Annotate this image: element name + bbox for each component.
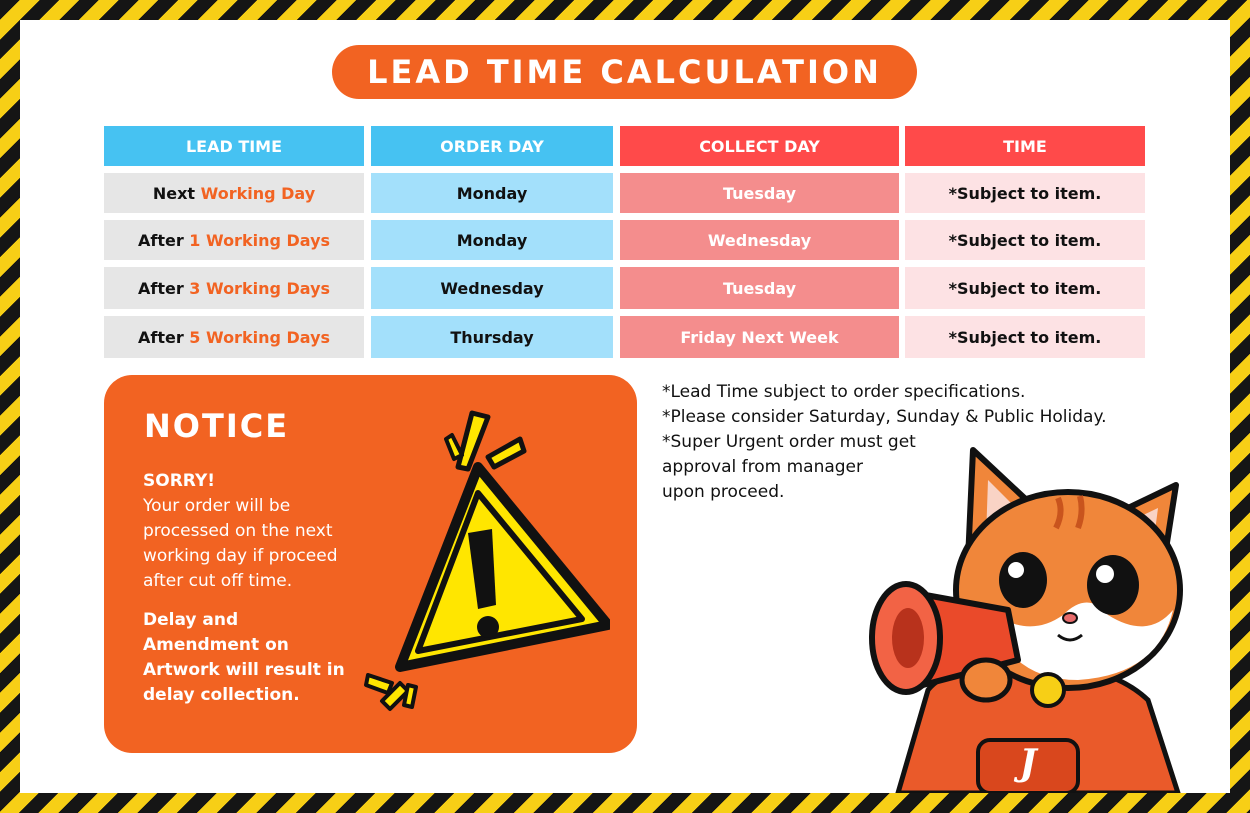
note-line: approval from manager	[662, 457, 863, 477]
lead-prefix: After	[137, 327, 184, 347]
notice-line: after cut off time.	[143, 571, 293, 591]
notice-delay-line: Delay and	[143, 610, 239, 630]
time-cell: *Subject to item.	[905, 316, 1145, 358]
note-line: *Please consider Saturday, Sunday & Public Holiday.	[662, 407, 1107, 427]
order-day-cell: Thursday	[371, 316, 613, 358]
header-order-day: ORDER DAY	[371, 126, 613, 166]
notice-delay-line: Amendment on	[143, 635, 289, 655]
lead-prefix: After	[137, 230, 184, 250]
note-line: *Super Urgent order must get	[662, 432, 916, 452]
lead-highlight: 1 Working Days	[189, 230, 331, 250]
page-title: LEAD TIME CALCULATION	[332, 45, 917, 99]
collect-day-cell: Tuesday	[620, 267, 899, 309]
collect-day-cell: Tuesday	[620, 173, 899, 213]
table-row-lead-time	[104, 173, 364, 213]
collect-day-cell: Friday Next Week	[620, 316, 899, 358]
table-row-lead-time	[104, 220, 364, 260]
lead-highlight: 5 Working Days	[189, 327, 331, 347]
notice-delay-line: delay collection.	[143, 685, 300, 705]
hoodie-letter: J	[1019, 742, 1037, 784]
time-cell: *Subject to item.	[905, 173, 1145, 213]
lead-prefix: After	[137, 278, 184, 298]
table-row-lead-time	[104, 267, 364, 309]
cat-megaphone-mascot	[858, 440, 1188, 793]
collect-day-cell: Wednesday	[620, 220, 899, 260]
notice-delay-line: Artwork will result in	[143, 660, 345, 680]
header-lead-time: LEAD TIME	[104, 126, 364, 166]
header-time: TIME	[905, 126, 1145, 166]
notice-title: NOTICE	[144, 407, 290, 445]
notice-text	[143, 469, 373, 722]
lead-highlight: Working Day	[200, 183, 316, 203]
order-day-cell: Wednesday	[371, 267, 613, 309]
notice-sorry: SORRY!	[143, 471, 216, 491]
lead-highlight: 3 Working Days	[189, 278, 331, 298]
notice-line: working day if proceed	[143, 546, 338, 566]
order-day-cell: Monday	[371, 220, 613, 260]
warning-triangle-icon	[360, 405, 610, 715]
notice-line: processed on the next	[143, 521, 333, 541]
order-day-cell: Monday	[371, 173, 613, 213]
table-row-lead-time	[104, 316, 364, 358]
note-line: *Lead Time subject to order specifications.	[662, 382, 1026, 402]
note-line: upon proceed.	[662, 482, 785, 502]
lead-prefix: Next	[152, 183, 196, 203]
time-cell: *Subject to item.	[905, 220, 1145, 260]
notice-line: Your order will be	[143, 496, 291, 516]
header-collect-day: COLLECT DAY	[620, 126, 899, 166]
time-cell: *Subject to item.	[905, 267, 1145, 309]
